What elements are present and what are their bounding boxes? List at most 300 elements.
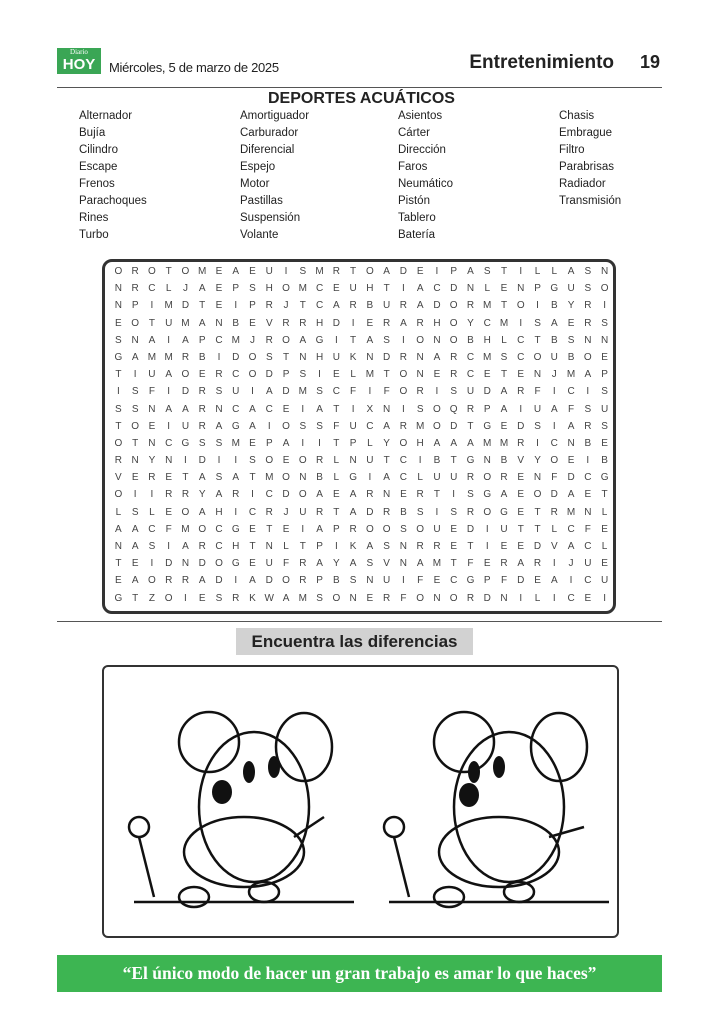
- grid-letter: R: [315, 455, 324, 467]
- grid-letter: P: [601, 369, 608, 381]
- grid-letter: O: [600, 283, 609, 295]
- grid-letter: R: [466, 403, 475, 415]
- grid-row: [110, 489, 613, 506]
- puzzle-title: DEPORTES ACUÁTICOS: [268, 90, 455, 107]
- grid-letter: N: [349, 592, 357, 604]
- grid-letter: I: [536, 437, 539, 449]
- grid-letter: R: [131, 266, 139, 277]
- grid-letter: O: [282, 575, 290, 587]
- grid-letter: A: [433, 437, 441, 449]
- grid-letter: N: [114, 541, 122, 552]
- grid-letter: O: [583, 351, 592, 363]
- grid-letter: L: [501, 334, 507, 346]
- grid-letter: P: [349, 437, 357, 449]
- grid-letter: O: [282, 420, 290, 432]
- grid-letter: T: [383, 283, 390, 295]
- grid-letter: A: [232, 472, 240, 484]
- grid-letter: G: [231, 523, 240, 535]
- grid-letter: I: [334, 334, 338, 346]
- grid-letter: F: [417, 575, 424, 587]
- grid-letter: P: [316, 541, 323, 552]
- grid-letter: D: [483, 386, 491, 398]
- grid-letter: T: [165, 266, 172, 277]
- grid-letter: O: [332, 592, 341, 604]
- grid-letter: V: [383, 558, 390, 570]
- grid-letter: I: [519, 266, 523, 277]
- grid-letter: D: [450, 420, 458, 432]
- grid-letter: I: [435, 386, 439, 398]
- grid-letter: B: [584, 437, 592, 449]
- grid-letter: A: [567, 420, 575, 432]
- grid-letter: L: [551, 266, 558, 277]
- grid-letter: R: [466, 506, 475, 518]
- grid-letter: A: [282, 592, 290, 604]
- grid-letter: Y: [198, 489, 206, 501]
- grid-letter: B: [567, 351, 575, 363]
- grid-letter: G: [231, 420, 240, 432]
- grid-letter: A: [416, 558, 424, 570]
- grid-letter: I: [402, 575, 405, 587]
- grid-letter: I: [251, 489, 254, 501]
- grid-letter: P: [131, 300, 139, 312]
- grid-letter: T: [383, 369, 390, 381]
- grid-row: [110, 266, 613, 283]
- grid-letter: L: [283, 541, 289, 552]
- grid-letter: D: [198, 455, 206, 467]
- grid-letter: T: [433, 489, 440, 501]
- grid-letter: K: [249, 592, 256, 604]
- grid-letter: M: [198, 266, 207, 277]
- grid-letter: E: [567, 317, 575, 329]
- grid-letter: D: [383, 351, 391, 363]
- grid-letter: O: [365, 266, 374, 277]
- grid-row: [110, 455, 613, 472]
- grid-letter: S: [383, 541, 390, 552]
- grid-letter: D: [366, 506, 374, 518]
- grid-letter: C: [567, 523, 575, 535]
- grid-letter: R: [299, 575, 307, 587]
- grid-letter: U: [383, 575, 391, 587]
- grid-letter: E: [483, 558, 491, 570]
- grid-letter: L: [165, 283, 172, 295]
- grid-letter: T: [115, 369, 122, 381]
- word-list-item: Filtro: [559, 144, 585, 156]
- grid-letter: E: [215, 300, 223, 312]
- grid-letter: T: [115, 420, 122, 432]
- word-list-item: Alternador: [79, 110, 133, 122]
- word-list-item: Parachoques: [79, 195, 147, 207]
- grid-letter: S: [500, 351, 508, 363]
- grid-letter: B: [198, 351, 206, 363]
- grid-letter: U: [366, 455, 374, 467]
- grid-letter: F: [534, 386, 541, 398]
- grid-letter: X: [366, 403, 374, 415]
- grid-letter: N: [165, 455, 173, 467]
- grid-letter: N: [483, 455, 491, 467]
- grid-letter: L: [367, 437, 373, 449]
- grid-letter: R: [550, 506, 558, 518]
- grid-letter: T: [500, 369, 508, 381]
- grid-letter: E: [165, 506, 173, 518]
- grid-letter: I: [485, 541, 489, 552]
- grid-letter: C: [584, 575, 592, 587]
- grid-letter: U: [181, 420, 190, 432]
- grid-letter: L: [484, 283, 490, 295]
- grid-letter: T: [383, 455, 390, 467]
- grid-letter: R: [215, 369, 223, 381]
- grid-letter: E: [517, 369, 525, 381]
- grid-letter: C: [567, 386, 575, 398]
- grid-letter: E: [215, 283, 223, 295]
- word-list-item: Bujía: [79, 127, 106, 139]
- grid-letter: T: [148, 317, 155, 329]
- grid-letter: R: [383, 506, 391, 518]
- grid-letter: B: [316, 472, 323, 484]
- grid-letter: P: [483, 575, 491, 587]
- grid-letter: N: [433, 592, 441, 604]
- grid-letter: N: [383, 489, 391, 501]
- grid-letter: C: [215, 523, 223, 535]
- grid-letter: S: [299, 369, 307, 381]
- word-list-item: Espejo: [240, 161, 276, 173]
- grid-letter: O: [181, 506, 190, 518]
- grid-letter: E: [249, 437, 256, 449]
- grid-letter: F: [333, 420, 340, 432]
- grid-letter: A: [500, 403, 508, 415]
- grid-row: [110, 386, 613, 403]
- grid-letter: B: [433, 455, 441, 467]
- grid-letter: A: [467, 266, 474, 277]
- grid-letter: M: [231, 334, 240, 346]
- grid-letter: N: [399, 558, 408, 570]
- grid-letter: R: [466, 592, 475, 604]
- grid-letter: A: [215, 489, 223, 501]
- grid-letter: I: [402, 403, 405, 415]
- grid-letter: J: [283, 300, 289, 312]
- grid-letter: I: [234, 506, 238, 518]
- grid-letter: S: [215, 592, 223, 604]
- grid-letter: E: [567, 455, 575, 467]
- grid-letter: I: [351, 317, 355, 329]
- grid-letter: O: [198, 523, 207, 535]
- word-list-item: Carburador: [240, 127, 299, 139]
- word-list-item: Rines: [79, 212, 109, 224]
- grid-letter: R: [466, 300, 475, 312]
- grid-letter: U: [265, 558, 273, 570]
- grid-letter: E: [198, 592, 206, 604]
- grid-letter: S: [131, 386, 139, 398]
- grid-letter: S: [450, 506, 458, 518]
- grid-letter: I: [334, 541, 338, 552]
- grid-letter: J: [568, 558, 574, 570]
- grid-letter: L: [601, 541, 608, 552]
- grid-letter: D: [533, 541, 542, 552]
- grid-letter: G: [466, 575, 475, 587]
- grid-letter: S: [249, 283, 256, 295]
- grid-letter: U: [600, 403, 609, 415]
- grid-row: [110, 541, 613, 558]
- grid-letter: M: [265, 472, 274, 484]
- grid-letter: E: [249, 266, 256, 277]
- grid-letter: C: [332, 386, 340, 398]
- grid-letter: I: [150, 489, 154, 501]
- grid-letter: U: [500, 523, 508, 535]
- grid-letter: U: [165, 317, 173, 329]
- grid-letter: E: [584, 489, 592, 501]
- grid-letter: O: [148, 266, 156, 277]
- grid-letter: N: [148, 403, 156, 415]
- grid-letter: I: [586, 386, 590, 398]
- grid-letter: E: [333, 489, 340, 501]
- grid-letter: E: [400, 489, 407, 501]
- grid-letter: V: [265, 317, 273, 329]
- grid-letter: N: [131, 455, 139, 467]
- grid-letter: I: [435, 266, 439, 277]
- grid-letter: B: [601, 455, 608, 467]
- grid-letter: T: [517, 523, 524, 535]
- grid-letter: P: [232, 283, 240, 295]
- grid-letter: O: [533, 489, 542, 501]
- grid-row: [110, 318, 613, 335]
- koala-picture-right: [369, 687, 619, 917]
- grid-letter: P: [483, 403, 491, 415]
- grid-letter: N: [114, 283, 122, 295]
- differences-pictures: [102, 665, 619, 938]
- grid-letter: H: [416, 437, 424, 449]
- grid-letter: F: [350, 386, 357, 398]
- grid-letter: U: [265, 266, 273, 277]
- grid-letter: A: [249, 575, 256, 587]
- grid-letter: A: [148, 334, 156, 346]
- grid-letter: C: [315, 283, 324, 295]
- grid-letter: W: [264, 592, 274, 604]
- grid-letter: N: [500, 592, 508, 604]
- grid-letter: T: [467, 420, 474, 432]
- grid-letter: E: [215, 266, 223, 277]
- grid-row: [110, 352, 613, 369]
- grid-letter: N: [366, 575, 374, 587]
- grid-letter: E: [601, 523, 608, 535]
- grid-letter: A: [383, 472, 390, 484]
- grid-letter: E: [601, 351, 608, 363]
- grid-letter: A: [567, 541, 575, 552]
- grid-letter: N: [567, 437, 575, 449]
- grid-row: [110, 575, 613, 592]
- grid-letter: O: [282, 334, 290, 346]
- grid-letter: U: [600, 575, 609, 587]
- grid-letter: C: [517, 334, 525, 346]
- grid-letter: A: [550, 403, 558, 415]
- grid-letter: P: [316, 575, 323, 587]
- grid-letter: R: [366, 489, 374, 501]
- word-list-item: Amortiguador: [240, 110, 310, 122]
- grid-letter: R: [399, 300, 408, 312]
- grid-letter: A: [182, 403, 189, 415]
- grid-letter: M: [566, 369, 576, 381]
- grid-letter: T: [601, 489, 608, 501]
- grid-letter: A: [198, 317, 206, 329]
- grid-letter: I: [603, 592, 606, 604]
- grid-letter: B: [467, 334, 474, 346]
- grid-letter: A: [349, 506, 357, 518]
- grid-letter: R: [500, 472, 508, 484]
- grid-letter: F: [400, 592, 407, 604]
- grid-letter: S: [215, 472, 223, 484]
- grid-letter: I: [234, 300, 238, 312]
- grid-letter: E: [198, 369, 206, 381]
- grid-letter: A: [316, 489, 323, 501]
- grid-letter: L: [333, 472, 340, 484]
- grid-letter: M: [298, 592, 307, 604]
- grid-letter: H: [265, 283, 273, 295]
- grid-letter: S: [584, 403, 592, 415]
- grid-letter: D: [517, 420, 525, 432]
- grid-letter: O: [399, 437, 408, 449]
- grid-letter: E: [601, 558, 608, 570]
- grid-letter: E: [517, 541, 525, 552]
- grid-letter: G: [181, 437, 190, 449]
- grid-letter: N: [148, 437, 156, 449]
- grid-letter: M: [315, 266, 324, 277]
- grid-letter: F: [282, 558, 290, 570]
- grid-letter: A: [215, 420, 223, 432]
- grid-letter: A: [383, 420, 390, 432]
- grid-letter: J: [551, 369, 557, 381]
- grid-letter: G: [483, 420, 492, 432]
- grid-letter: G: [550, 283, 559, 295]
- grid-letter: E: [249, 558, 256, 570]
- grid-letter: O: [533, 351, 542, 363]
- grid-letter: G: [466, 455, 475, 467]
- grid-letter: T: [266, 523, 273, 535]
- grid-letter: O: [449, 300, 458, 312]
- grid-letter: O: [114, 489, 123, 501]
- grid-letter: O: [416, 592, 425, 604]
- grid-letter: O: [382, 523, 391, 535]
- grid-letter: O: [399, 386, 408, 398]
- grid-letter: R: [349, 300, 357, 312]
- grid-letter: V: [115, 472, 122, 484]
- grid-letter: S: [416, 506, 424, 518]
- grid-letter: A: [282, 437, 290, 449]
- grid-letter: D: [165, 558, 173, 570]
- grid-letter: M: [415, 420, 425, 432]
- grid-letter: A: [416, 300, 424, 312]
- grid-letter: P: [282, 369, 290, 381]
- grid-letter: D: [265, 575, 273, 587]
- word-list-item: Suspensión: [240, 212, 301, 224]
- grid-letter: K: [349, 351, 357, 363]
- grid-letter: L: [601, 506, 608, 518]
- grid-letter: O: [449, 317, 458, 329]
- grid-letter: O: [248, 369, 257, 381]
- grid-letter: M: [298, 386, 307, 398]
- grid-letter: S: [131, 506, 139, 518]
- grid-letter: I: [301, 403, 305, 415]
- grid-letter: R: [232, 489, 240, 501]
- grid-letter: F: [148, 386, 155, 398]
- grid-letter: A: [198, 283, 206, 295]
- grid-letter: I: [519, 403, 523, 415]
- grid-letter: Y: [148, 455, 156, 467]
- grid-letter: J: [182, 283, 188, 295]
- logo-main-text: HOY: [62, 56, 96, 73]
- grid-letter: I: [368, 472, 372, 484]
- grid-letter: N: [466, 283, 475, 295]
- grid-letter: N: [265, 541, 273, 552]
- grid-letter: A: [500, 489, 508, 501]
- grid-letter: I: [116, 386, 120, 398]
- grid-letter: T: [132, 592, 139, 604]
- grid-letter: L: [350, 369, 356, 381]
- grid-letter: G: [349, 472, 357, 484]
- grid-letter: A: [316, 558, 323, 570]
- grid-letter: P: [265, 437, 273, 449]
- grid-letter: T: [249, 541, 256, 552]
- grid-letter: S: [534, 420, 541, 432]
- grid-letter: I: [167, 420, 171, 432]
- word-list-item: Batería: [398, 229, 436, 241]
- grid-letter: B: [366, 300, 374, 312]
- grid-letter: H: [483, 334, 491, 346]
- grid-letter: D: [567, 472, 575, 484]
- grid-letter: E: [282, 455, 290, 467]
- grid-letter: R: [433, 541, 441, 552]
- grid-letter: C: [399, 472, 408, 484]
- grid-letter: C: [483, 317, 491, 329]
- grid-letter: I: [167, 334, 171, 346]
- grid-letter: U: [349, 420, 357, 432]
- grid-letter: M: [147, 351, 157, 363]
- grid-letter: A: [182, 541, 189, 552]
- grid-letter: O: [298, 489, 307, 501]
- grid-letter: A: [198, 472, 206, 484]
- grid-letter: R: [416, 489, 424, 501]
- grid-letter: F: [551, 472, 558, 484]
- grid-letter: M: [483, 300, 492, 312]
- grid-letter: S: [601, 317, 608, 329]
- grid-letter: S: [215, 437, 223, 449]
- grid-letter: I: [603, 300, 606, 312]
- grid-letter: I: [519, 317, 523, 329]
- grid-letter: L: [534, 592, 541, 604]
- grid-letter: E: [450, 541, 458, 552]
- grid-letter: E: [601, 437, 608, 449]
- grid-letter: O: [164, 592, 173, 604]
- word-list-item: Radiador: [559, 178, 606, 190]
- grid-letter: S: [198, 437, 206, 449]
- grid-letter: A: [198, 506, 206, 518]
- grid-letter: H: [215, 506, 223, 518]
- grid-letter: O: [365, 523, 374, 535]
- grid-letter: N: [181, 558, 190, 570]
- grid-letter: G: [231, 558, 240, 570]
- grid-letter: O: [416, 334, 425, 346]
- grid-letter: N: [517, 283, 525, 295]
- grid-letter: I: [234, 575, 238, 587]
- grid-letter: R: [282, 317, 290, 329]
- grid-letter: U: [466, 386, 475, 398]
- grid-row: [110, 335, 613, 352]
- grid-letter: Y: [467, 317, 474, 329]
- grid-letter: U: [433, 472, 441, 484]
- grid-letter: I: [552, 386, 556, 398]
- grid-letter: E: [450, 523, 458, 535]
- grid-letter: A: [131, 523, 139, 535]
- grid-letter: T: [350, 266, 357, 277]
- grid-letter: I: [552, 592, 556, 604]
- grid-letter: I: [402, 283, 405, 295]
